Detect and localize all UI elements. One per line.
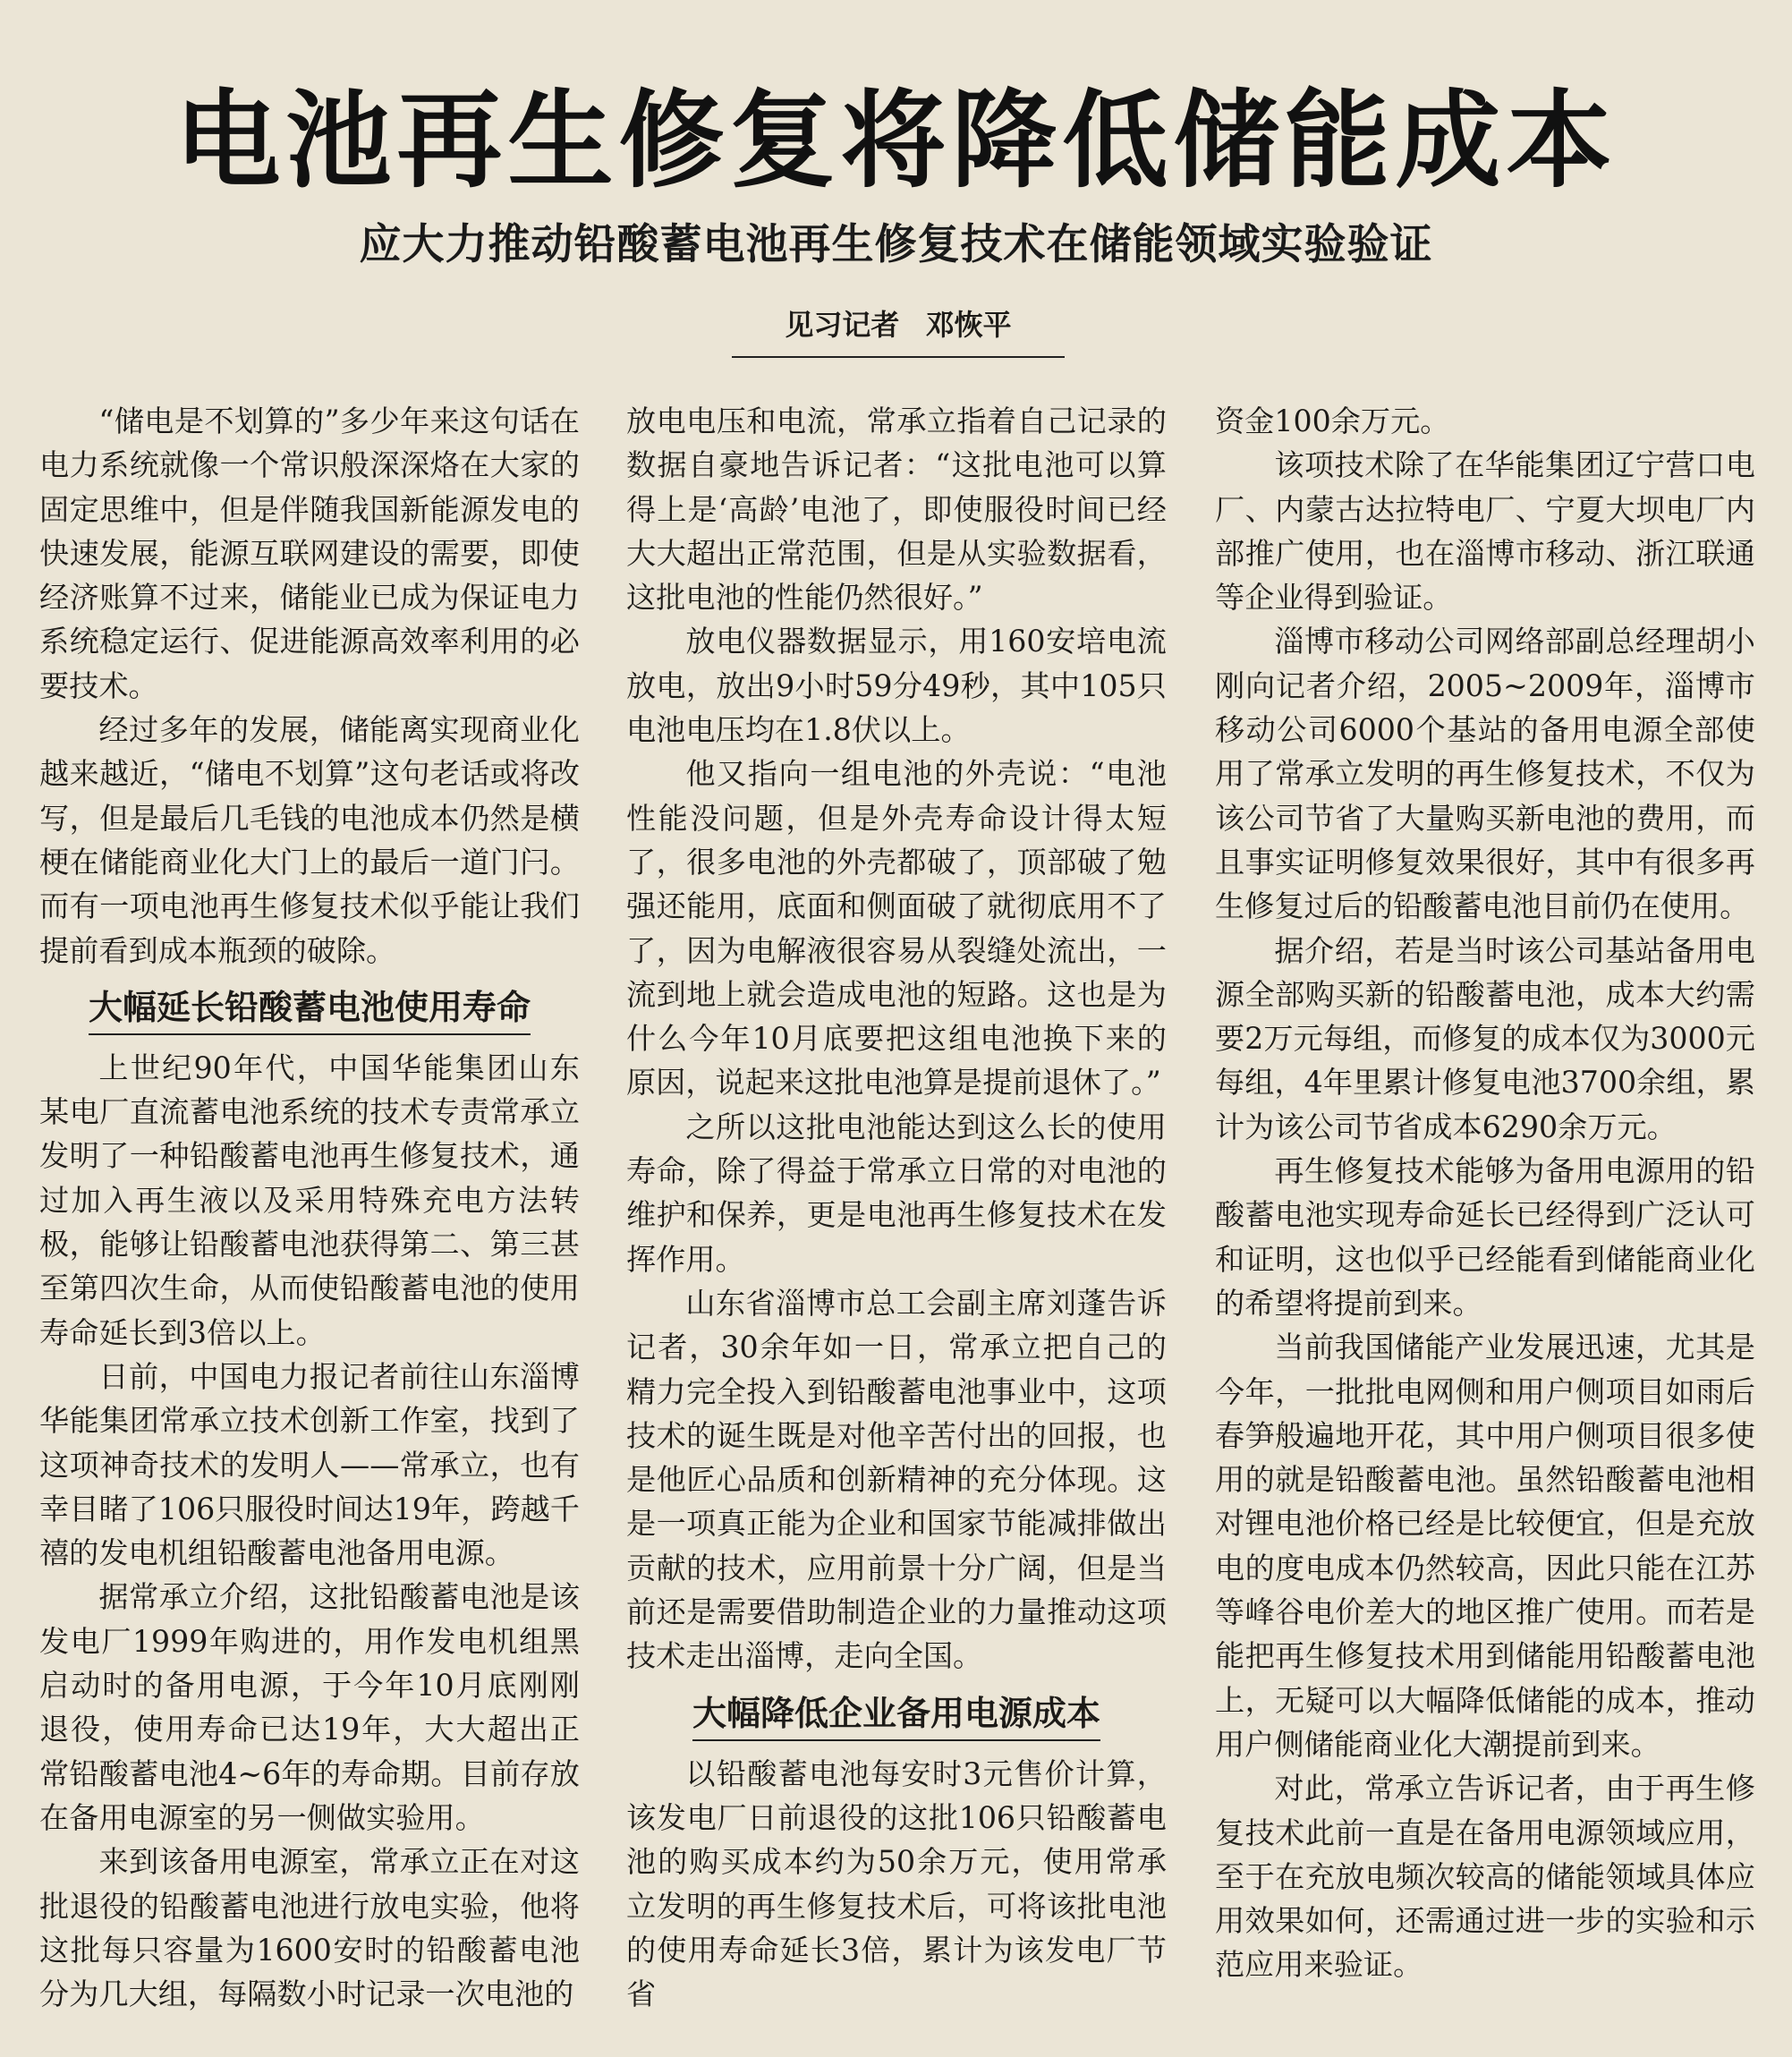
paragraph: 对此，常承立告诉记者，由于再生修复技术此前一直是在备用电源领域应用，至于在充放电频次较高的储能领域具体应用效果如何，还需通过进一步的实验和示范应用来验证。 [1215,1771,1755,1983]
paragraph: 据介绍，若是当时该公司基站备用电源全部购买新的铅酸蓄电池，成本大约需要2万元每组，而修复的成本仅为3000元每组，4年里累计修复电池3700余组，累计为该公司节省成本6290余万元。 [1215,932,1755,1144]
article-column-1 [39,399,580,2016]
paragraph: 放电仪器数据显示，用160安培电流放电，放出9小时59分49秒，其中105只电池电压均在1.8伏以上。 [626,624,1167,748]
paragraph: 据常承立介绍，这批铅酸蓄电池是该发电厂1999年购进的，用作发电机组黑启动时的备用电源，于今年10月底刚刚退役，使用寿命已达19年，大大超出正常铅酸蓄电池4~6年的寿命期。目前存放在备用电源室的另一侧做实验用。 [39,1579,580,1835]
paragraph: 经过多年的发展，储能离实现商业化越来越近，“储电不划算”这句老话或将改写，但是最后几毛钱的电池成本仍然是横梗在储能商业化大门上的最后一道门闩。而有一项电池再生修复技术似乎能让我们提前看到成本瓶颈的破除。 [39,712,580,968]
paragraph: 山东省淄博市总工会副主席刘蓬告诉记者，30余年如一日，常承立把自己的精力完全投入到铅酸蓄电池事业中，这项技术的诞生既是对他辛苦付出的回报，也是他匠心品质和创新精神的充分体现。这是一项真正能为企业和国家节能减排做出贡献的技术，应用前景十分广阔，但是当前还是需要借助制造企业的力量推动这项技术走出淄博，走向全国。 [626,1285,1167,1674]
section-heading [39,985,580,1035]
section-heading [626,1691,1167,1741]
article-column-3 [1215,399,1755,1987]
byline: 见习记者 邓恢平 [732,302,1065,358]
paragraph: 资金100余万元。 [1215,404,1450,438]
paragraph: 以铅酸蓄电池每安时3元售价计算，该发电厂日前退役的这批106只铅酸蓄电池的购买成本约为50余万元，使用常承立发明的再生修复技术后，可将该批电池的使用寿命延长3倍，累计为该发电厂节省 [626,1755,1167,2012]
headline: 电池再生修复将降低储能成本 [174,79,1618,202]
paragraph: 上世纪90年代，中国华能集团山东某电厂直流蓄电池系统的技术专责常承立发明了一种铅酸蓄电池再生修复技术，通过加入再生液以及采用特殊充电方法转极，能够让铅酸蓄电池获得第二、第三甚至第四次生命，从而使铅酸蓄电池的使用寿命延长到3倍以上。 [39,1050,580,1350]
paragraph: 来到该备用电源室，常承立正在对这批退役的铅酸蓄电池进行放电实验，他将这批每只容量为1600安时的铅酸蓄电池分为几大组，每隔数小时记录一次电池的 [39,1844,580,2012]
paragraph: 他又指向一组电池的外壳说：“电池性能没问题，但是外壳寿命设计得太短了，很多电池的外壳都破了，顶部破了勉强还能用，底面和侧面破了就彻底用不了了，因为电解液很容易从裂缝处流出，一流到地上就会造成电池的短路。这也是为什么今年10月底要把这组电池换下来的原因，说起来这批电池算是提前退休了。” [626,756,1167,1101]
section-heading-text: 大幅降低企业备用电源成本 [692,1691,1100,1741]
article-column-2 [626,399,1167,2016]
paragraph: 放电电压和电流，常承立指着自己记录的数据自豪地告诉记者：“这批电池可以算得上是‘高龄’电池了，即使服役时间已经大大超出正常范围，但是从实验数据看，这批电池的性能仍然很好。” [626,404,1167,616]
paragraph: 当前我国储能产业发展迅速，尤其是今年，一批批电网侧和用户侧项目如雨后春笋般遍地开花，其中用户侧项目很多使用的就是铅酸蓄电池。虽然铅酸蓄电池相对锂电池价格已经是比较便宜，但是充放电的度电成本仍然较高，因此只能在江苏等峰谷电价差大的地区推广使用。而若是能把再生修复技术用到储能用铅酸蓄电池上，无疑可以大幅降低储能的成本，推动用户侧储能商业化大潮提前到来。 [1215,1330,1755,1762]
paragraph: 淄博市移动公司网络部副总经理胡小刚向记者介绍，2005~2009年，淄博市移动公司6000个基站的备用电源全部使用了常承立发明的再生修复技术，不仅为该公司节省了大量购买新电池的费用，而且事实证明修复效果很好，其中有很多再生修复过后的铅酸蓄电池目前仍在使用。 [1215,624,1755,924]
paragraph: 该项技术除了在华能集团辽宁营口电厂、内蒙古达拉特电厂、宁夏大坝电厂内部推广使用，也在淄博市移动、浙江联通等企业得到验证。 [1215,447,1755,616]
paragraph: 之所以这批电池能达到这么长的使用寿命，除了得益于常承立日常的对电池的维护和保养，更是电池再生修复技术在发挥作用。 [626,1109,1167,1277]
section-heading-text: 大幅延长铅酸蓄电池使用寿命 [89,985,531,1035]
paragraph: 再生修复技术能够为备用电源用的铅酸蓄电池实现寿命延长已经得到广泛认可和证明，这也似乎已经能看到储能商业化的希望将提前到来。 [1215,1153,1755,1321]
paragraph: 日前，中国电力报记者前往山东淄博华能集团常承立技术创新工作室，找到了这项神奇技术的发明人——常承立，也有幸目睹了106只服役时间达19年，跨越千禧的发电机组铅酸蓄电池备用电源。 [39,1358,580,1571]
subheadline: 应大力推动铅酸蓄电池再生修复技术在储能领域实验验证 [359,220,1433,269]
paragraph: “储电是不划算的”多少年来这句话在电力系统就像一个常识般深深烙在大家的固定思维中，但是伴随我国新能源发电的快速发展，能源互联网建设的需要，即使经济账算不过来，储能业已成为保证电力系统稳定运行、促进能源高效率利用的必要技术。 [39,404,580,703]
